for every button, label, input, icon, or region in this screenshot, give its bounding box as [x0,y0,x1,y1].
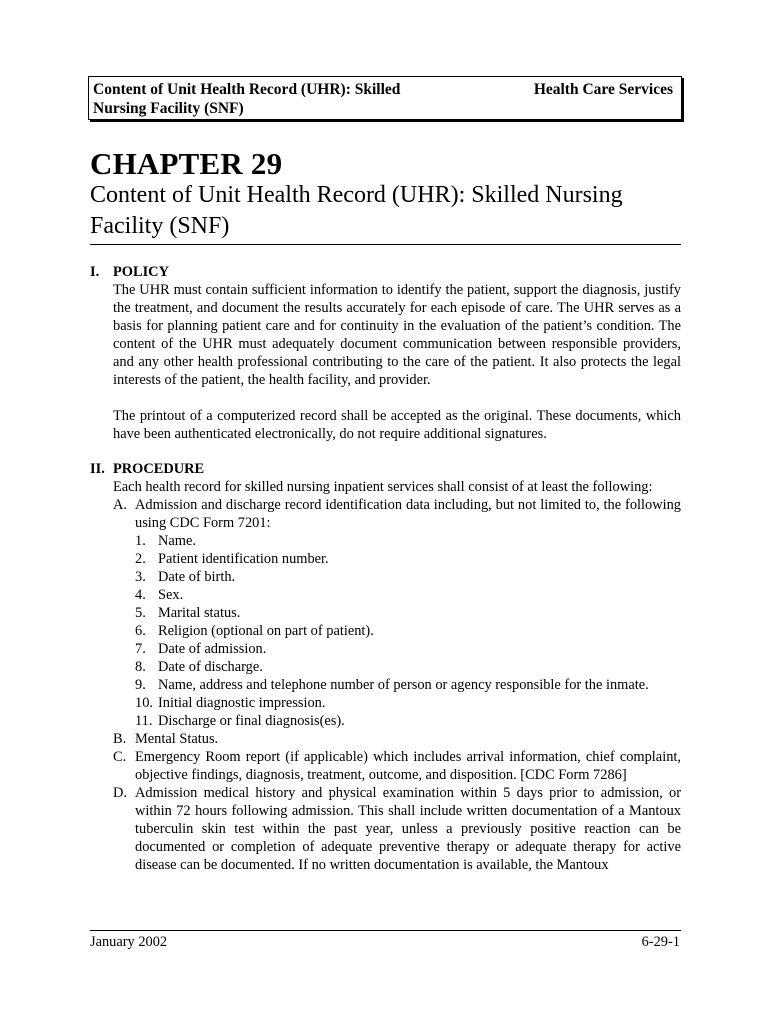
list-marker: 3. [135,569,146,585]
list-item-text: Initial diagnostic impression. [158,695,326,711]
list-marker: 1. [135,533,146,549]
list-item-text: Date of discharge. [158,659,263,675]
list-item-text: Marital status. [158,605,241,621]
list-marker: 4. [135,587,146,603]
list-item-b [90,730,681,748]
list-marker: A. [113,497,127,513]
list-marker: 6. [135,623,146,639]
list-item-text: Date of admission. [158,641,267,657]
list-marker: 11. [135,713,153,729]
document-body [90,263,681,874]
chapter-title: Content of Unit Health Record (UHR): Skilled Nursing Facility (SNF) [90,182,623,239]
list-item-text: Admission medical history and physical examination within 5 days prior to admission, or within 72 hours following admission. This shall include written documentation of a Mantoux tuberculin skin test within the past year, unless a previously positive reaction can be documented or completion of adequate preventive therapy or adequate therapy for active disease can be documented. If no written documentation is available, the Mantoux [135,785,681,873]
list-item-a [90,496,681,532]
header-department: Health Care Services [533,81,673,98]
list-marker: 8. [135,659,146,675]
section-heading-procedure [90,460,681,478]
list-item-text: Religion (optional on part of patient). [158,623,374,639]
section-title: POLICY [113,264,169,280]
section-number: I. [90,264,100,280]
list-marker: D. [113,785,127,801]
list-item-text: Emergency Room report (if applicable) which includes arrival information, chief complaint, objective findings, diagnosis, treatment, outcome, and disposition. [CDC Form 7286] [135,749,681,783]
list-item [90,604,681,622]
list-marker: C. [113,749,127,765]
list-item [90,676,681,694]
list-item-text: Patient identification number. [158,551,329,567]
list-item-c [90,748,681,784]
section-heading-policy [90,263,681,281]
policy-paragraph: The printout of a computerized record shall be accepted as the original. These documents, which have been authenticated electronically, do not require additional signatures. [113,408,681,442]
list-item-text: Mental Status. [135,731,219,747]
procedure-intro: Each health record for skilled nursing inpatient services shall consist of at least the following: [113,479,653,495]
policy-paragraph: The UHR must contain sufficient information to identify the patient, support the diagnosis, justify the treatment, and document the results accurately for each episode of care. The UHR serves as a basis for planning patient care and for continuity in the evaluation of the patient’s condition. The content of the UHR must adequately document communication between responsible providers, and any other health professional contributing to the care of the patient. It also protects the legal interests of the patient, the health facility, and provider. [113,282,681,388]
list-item-d [90,784,681,874]
list-item [90,712,681,730]
section-title: PROCEDURE [113,461,205,477]
list-item-text: Name. [158,533,196,549]
list-marker: 5. [135,605,146,621]
list-item [90,586,681,604]
title-divider [90,244,681,245]
page-number: 6-29-1 [641,934,680,950]
section-number: II. [90,461,105,477]
list-item [90,622,681,640]
list-marker: 7. [135,641,146,657]
chapter-number: CHAPTER 29 [90,146,283,181]
list-item [90,550,681,568]
list-item [90,532,681,550]
list-marker: B. [113,731,127,747]
footer-divider [90,930,681,931]
list-item-text: Discharge or final diagnosis(es). [158,713,345,729]
list-item [90,640,681,658]
section-spacer [90,443,681,460]
list-item-text: Admission and discharge record identification data including, but not limited to, the following using CDC Form 7201: [135,497,681,531]
running-header [88,76,682,120]
list-item-text: Date of birth. [158,569,236,585]
header-title-line1: Content of Unit Health Record (UHR): Skilled [93,81,401,98]
list-marker: 10. [135,695,153,711]
list-item [90,658,681,676]
numbered-sublist [90,532,681,730]
list-item [90,694,681,712]
list-marker: 2. [135,551,146,567]
header-title-line2: Nursing Facility (SNF) [93,100,244,117]
list-item-text: Sex. [158,587,184,603]
header-document-title [93,80,493,118]
list-marker: 9. [135,677,146,693]
list-item [90,568,681,586]
footer-date: January 2002 [90,934,168,950]
list-item-text: Name, address and telephone number of person or agency responsible for the inmate. [158,677,649,693]
